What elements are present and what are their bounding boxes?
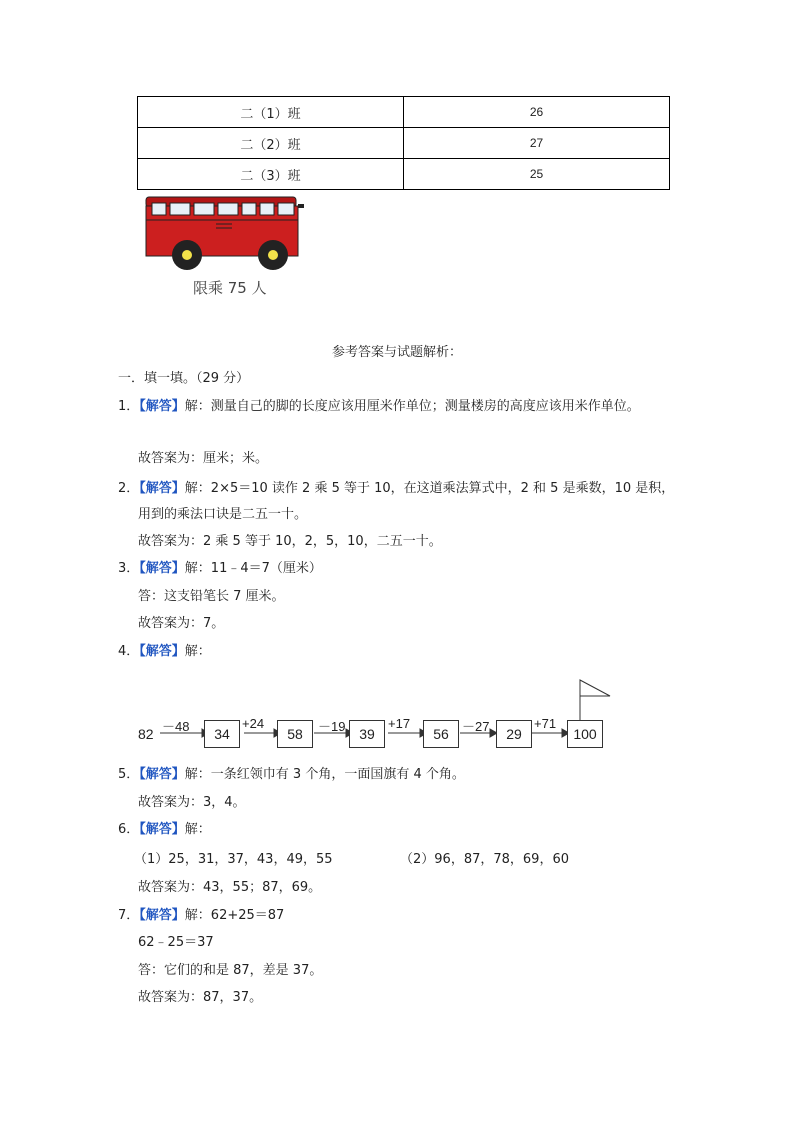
chain-op: +24 — [242, 716, 265, 731]
q7-answer: 故答案为：87，37。 — [138, 990, 263, 1005]
q2-line — [118, 477, 674, 496]
q5-line — [118, 763, 465, 782]
chain-op: －48 — [162, 719, 190, 734]
q2-answer: 故答案为：2 乘 5 等于 10，2，5，10，二五一十。 — [138, 534, 442, 549]
value-cell: 27 — [404, 128, 670, 159]
value-cell: 26 — [404, 97, 670, 128]
q4-number: 4． — [118, 644, 140, 659]
q2-text-continued: 用到的乘法口诀是二五一十。 — [138, 507, 308, 522]
q7-number: 7． — [118, 908, 140, 923]
q3-line — [118, 557, 322, 576]
q1-line — [118, 395, 640, 414]
chain-box: 29 — [496, 720, 532, 748]
chain-box: 56 — [423, 720, 459, 748]
class-name-cell: 二（3）班 — [138, 159, 404, 190]
answer-tag: 【解答】 — [139, 644, 185, 659]
q6-text: 解： — [184, 822, 211, 837]
chain-start: 82 — [138, 726, 154, 742]
chain-op: －19 — [318, 719, 346, 734]
class-table — [137, 96, 670, 190]
chain-box: 58 — [277, 720, 313, 748]
class-name-cell: 二（1）班 — [138, 97, 404, 128]
q1-number: 1． — [118, 399, 140, 414]
chain-op: －27 — [462, 719, 490, 734]
answer-tag: 【解答】 — [139, 767, 185, 782]
chain-box: 39 — [349, 720, 385, 748]
bus-caption: 限乘 75 人 — [193, 279, 267, 297]
answer-tag: 【解答】 — [139, 399, 185, 414]
q1-answer: 故答案为：厘米；米。 — [138, 451, 269, 466]
q3-statement: 答：这支铅笔长 7 厘米。 — [138, 589, 285, 604]
table-row — [138, 159, 670, 190]
q7-text: 解：62+25＝87 — [184, 908, 285, 923]
q2-text: 解：2×5＝10 读作 2 乘 5 等于 10，在这道乘法算式中，2 和 5 是乘数，10 是积， — [184, 481, 675, 496]
q4-line — [118, 640, 211, 659]
q7-line — [118, 904, 284, 923]
table-row — [138, 128, 670, 159]
answer-tag: 【解答】 — [139, 908, 185, 923]
value-cell: 25 — [404, 159, 670, 190]
q6-line — [118, 818, 211, 837]
q6-sequence-2: （2）96，87，78，69，60 — [400, 852, 569, 867]
q7-subtraction: 62﹣25＝37 — [138, 935, 214, 950]
q4-text: 解： — [184, 644, 211, 659]
q6-number: 6． — [118, 822, 140, 837]
q5-number: 5． — [118, 767, 140, 782]
q3-text: 解：11﹣4＝7（厘米） — [184, 561, 322, 576]
number-chain — [138, 676, 618, 756]
answers-title: 参考答案与试题解析： — [331, 345, 462, 360]
answer-tag: 【解答】 — [139, 822, 185, 837]
q3-answer: 故答案为：7。 — [138, 616, 225, 631]
q6-sequence-1: （1）25，31，37，43，49，55 — [134, 852, 333, 867]
class-name-cell: 二（2）班 — [138, 128, 404, 159]
chain-op: +17 — [388, 716, 411, 731]
q1-text: 解：测量自己的脚的长度应该用厘米作单位；测量楼房的高度应该用米作单位。 — [184, 399, 640, 414]
chain-op: +71 — [534, 716, 557, 731]
q7-statement: 答：它们的和是 87，差是 37。 — [138, 963, 323, 978]
answer-tag: 【解答】 — [139, 481, 185, 496]
q6-answer: 故答案为：43，55；87，69。 — [138, 880, 322, 895]
answer-tag: 【解答】 — [139, 561, 185, 576]
q5-text: 解：一条红领巾有 3 个角，一面国旗有 4 个角。 — [184, 767, 465, 782]
chain-box: 34 — [204, 720, 240, 748]
section-heading: 一．填一填。（29 分） — [118, 371, 250, 386]
bus-illustration — [140, 194, 310, 274]
q2-number: 2． — [118, 481, 140, 496]
table-row — [138, 97, 670, 128]
q3-number: 3． — [118, 561, 140, 576]
chain-box: 100 — [567, 720, 603, 748]
q5-answer: 故答案为：3，4。 — [138, 795, 246, 810]
